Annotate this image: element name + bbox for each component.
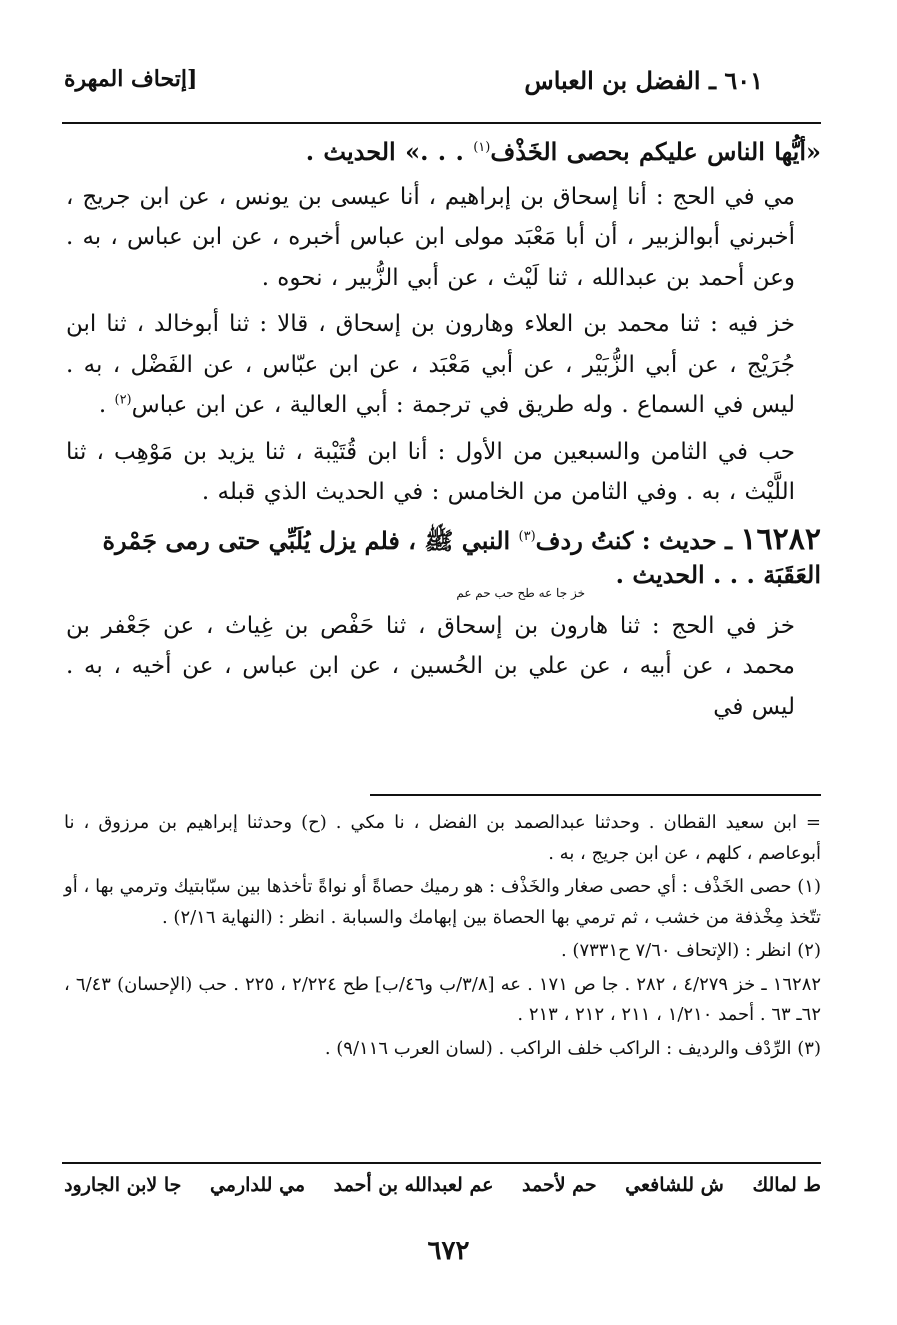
hadith-text: النبي ﷺ ، فلم يزل يُلَبِّي حتى رمى جَمْرة العَقَبَة . . . الحديث . — [102, 525, 821, 589]
footnote-continuation — [64, 808, 821, 869]
paragraph-khz — [66, 304, 821, 426]
footnotes — [64, 808, 821, 1067]
hadith-quote-end: . . .» الحديث . — [305, 137, 474, 166]
hadith-entry-16282 — [66, 523, 821, 600]
header-rule — [62, 122, 821, 124]
hadith-quote-text: «أيُّها الناس عليكم بحصى الخَذْف — [490, 137, 821, 166]
paragraph-khz-text: خز فيه : ثنا محمد بن العلاء وهارون بن إسحاق ، قالا : ثنا أبوخالد ، ثنا ابن جُرَيْج ، عن أبي الزُّبَيْر ، عن أبي مَعْبَد ، عن ابن عبّاس ، عن الفَضْل ، به . ليس في السماع . وله طريق في ترجمة : أبي العالية ، عن ابن عباس — [66, 311, 795, 418]
hadith-quote-paragraph — [66, 132, 821, 173]
footnote-sources-16282: ١٦٢٨٢ ـ خز ٤/٢٧٩ ، ٢٨٢ . جا ص ١٧١ . عه [٣/٨/ب و٤٦/ب] طح ٢/٢٢٤ ، ٢٢٥ . حب (الإحسان) ٦/٤٣ ، ٦٢ـ ٦٣ . أحمد ١/٢١٠ ، ٢١١ ، ٢١٢ ، ٢١٣ . — [64, 973, 822, 1025]
hadith-heading: ـ حديث : كنتُ ردف — [535, 525, 741, 555]
abbreviation-rule — [62, 1162, 821, 1164]
footnote-ref-2: (٢) — [114, 392, 132, 408]
paragraph-hb: حب في الثامن والسبعين من الأول : أنا ابن قُتَيْبة ، ثنا يزيد بن مَوْهِب ، ثنا اللَّيْث ، به . وفي الثامن من الخامس : في الحديث الذي قبله . — [66, 438, 795, 505]
abbr-item: حم لأحمد — [522, 1174, 597, 1196]
hadith-number: ١٦٢٨٢ — [740, 521, 821, 557]
paragraph-khz-hajj: خز في الحج : ثنا هارون بن إسحاق ، ثنا حَفْص بن غِياث ، عن جَعْفر بن محمد ، عن أبيه ، عن علي بن الحُسين ، عن ابن عباس ، عن أخيه ، به . ليس في — [66, 612, 795, 720]
footnote-ref-1: (١) — [473, 140, 491, 155]
footnote-rule — [370, 794, 821, 796]
abbreviation-key — [64, 1174, 821, 1196]
paragraph-khz-end: . — [98, 392, 115, 418]
footnote-continuation-text: ابن سعيد القطان . وحدثنا عبدالصمد بن الفضل ، نا مكي . (ح) وحدثنا إبراهيم بن مرزوق ، نا أبوعاصم ، كلهم ، عن ابن جريج ، به . — [64, 812, 821, 864]
header-book-title: [إتحاف المهرة — [64, 66, 198, 92]
footnote-1: (١) حصى الخَذْف : أي حصى صغار والخَذْف : هو رميك حصاةً أو نواةً تأخذها بين سبّابتيك وترمي بها ، أو تتّخذ مِخْذفة من خشب ، ثم ترمي بها الحصاة بين إبهامك والسبابة . انظر : (النهاية ٢/١٦) . — [64, 876, 821, 928]
abbr-item: جا لابن الجارود — [64, 1174, 182, 1196]
footnote-ref-3: (٣) — [518, 528, 536, 544]
abbr-item: ط لمالك — [752, 1174, 821, 1196]
source-sigla: خز جا عه طح حب حم عم — [456, 585, 585, 600]
header-chapter-title: ٦٠١ ـ الفضل بن العباس — [524, 66, 763, 95]
continuation-mark: = — [805, 812, 821, 833]
page-number: ٦٧٢ — [427, 1236, 470, 1266]
running-header — [64, 66, 763, 110]
abbr-item: عم لعبدالله بن أحمد — [333, 1174, 494, 1196]
main-text — [66, 132, 821, 733]
footnote-2: (٢) انظر : (الإتحاف ٧/٦٠ ح٧٣٣١) . — [560, 940, 821, 961]
abbr-item: ش للشافعي — [625, 1174, 724, 1196]
footnote-3: (٣) الرِّدْف والرديف : الراكب خلف الراكب . (لسان العرب ٩/١١٦) . — [324, 1037, 821, 1059]
paragraph-mi: مي في الحج : أنا إسحاق بن إبراهيم ، أنا عيسى بن يونس ، عن ابن جريج ، أخبرني أبوالزبير ، أن أبا مَعْبَد مولى ابن عباس أخبره ، عن ابن عباس ، به . وعن أحمد بن عبدالله ، ثنا لَيْث ، عن أبي الزُّبير ، نحوه . — [66, 183, 795, 291]
abbr-item: مي للدارمي — [209, 1174, 306, 1196]
